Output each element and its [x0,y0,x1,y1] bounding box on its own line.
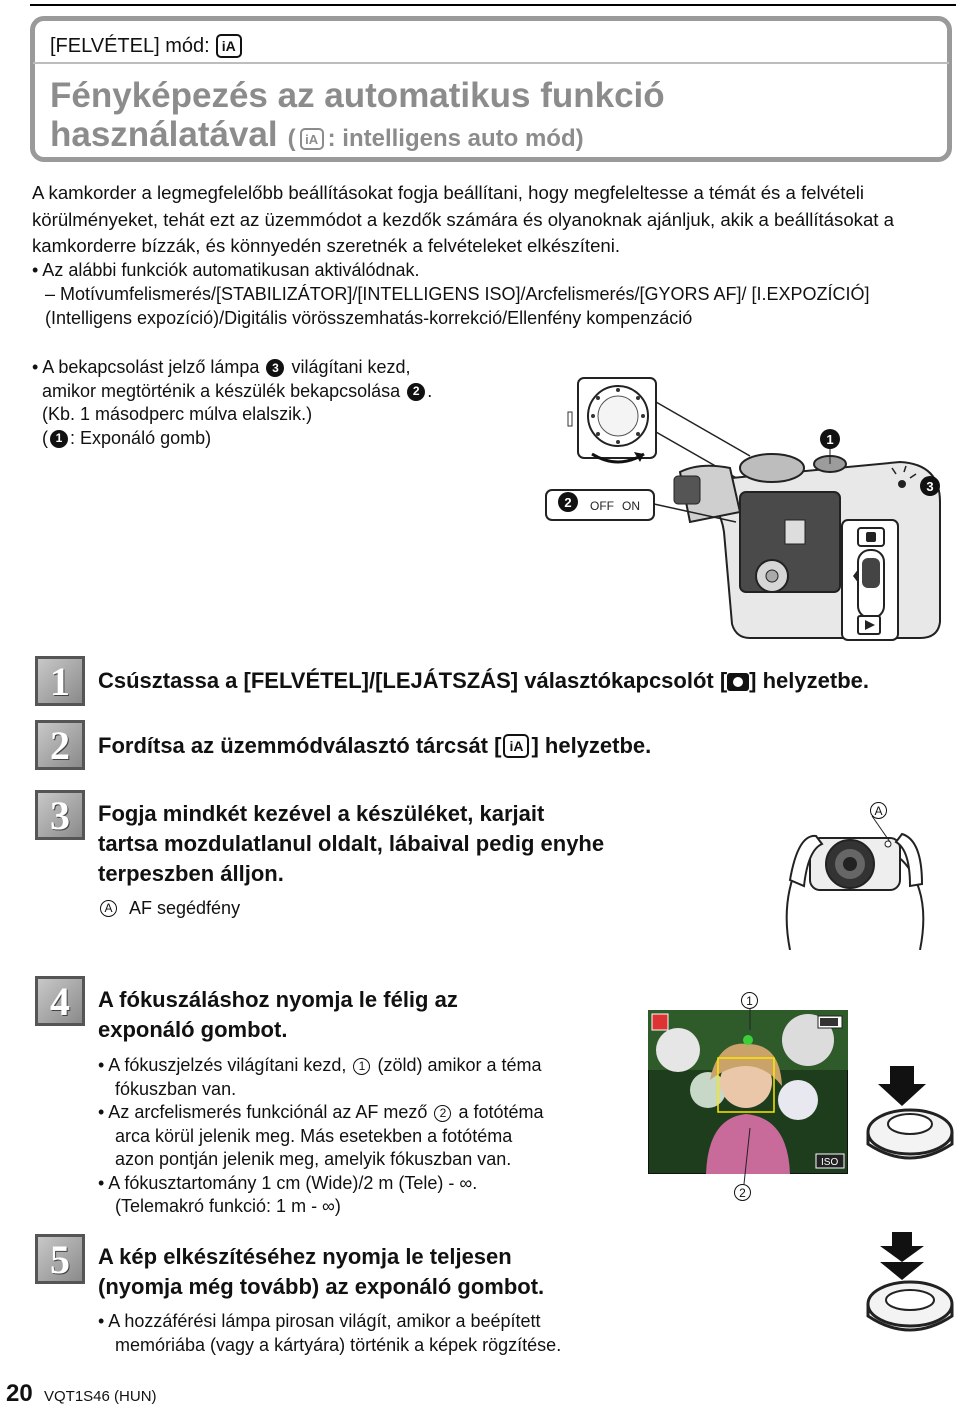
camera-mode-icon [727,673,749,691]
step-3-text: Fogja mindkét kezével a készüléket, karjait tartsa mozdulatlanul oldalt, lábaival pedig enyhe terpeszben álljon. [98,801,605,886]
power-switch-on-label: ON [622,499,640,513]
shutter-half-press-icon [862,1062,958,1162]
camera-top-illustration [540,372,960,644]
figure-label-2: 2 [556,492,580,512]
page-subtitle: ( iA : intelligens auto mód) [287,125,584,152]
figure-label-3: 3 [918,476,942,496]
shutter-full-press-icon [862,1228,958,1334]
mode-label: [FELVÉTEL] mód: [50,34,210,57]
step-4-bullets: • A fókuszjelzés világítani kezd, 1 (zöld) amikor a téma fókuszban van. • Az arcfelismerés funkciónál az AF mező 2 a fotótéma arca körül jelenik meg. Más esetekben a fotótéma azon pontján jelenik meg, amelyik fókuszban van. • A fókusztartomány 1 cm (Wide)/2 m (Tele) - ∞. (Telemakró funkció: 1 m - ∞) [98,1055,544,1216]
holding-camera-illustration [760,800,950,950]
leader-lines [742,1008,762,1188]
mode-line [50,34,242,58]
intelligent-auto-icon: iA [503,734,529,758]
top-rule [30,4,956,6]
header-separator [33,62,949,64]
marker-1-icon: 1 [353,1058,370,1075]
page-number: 20 [6,1380,33,1407]
page-title-line1: Fényképezés az automatikus funkció [50,76,665,115]
intelligent-auto-icon: iA [300,128,324,150]
step-number-4: 4 [35,976,85,1026]
intelligent-auto-icon: iA [216,34,242,58]
step-number-2: 2 [35,720,85,770]
figure-label-1: 1 [818,429,842,449]
step-4-text: A fókuszáláshoz nyomja le félig az exponáló gombot. [98,987,458,1042]
figure-label-2: 2 [732,1184,753,1202]
page-title-line2: használatával ( iA : intelligens auto mód) [50,115,584,154]
step-number-3: 3 [35,790,85,840]
step-5-bullets: • A hozzáférési lámpa pirosan világít, amikor a beépített memóriába (vagy a kártyára) történik a képek rögzítése. [98,1311,562,1355]
document-code: VQT1S46 (HUN) [44,1388,157,1405]
marker-2-icon: 2 [434,1105,451,1122]
marker-1-icon: 1 [50,430,68,448]
lcd-iso-label: ISO [821,1157,839,1168]
marker-2-icon: 2 [407,383,425,401]
intro-bullet-2: • A bekapcsolást jelző lámpa 3 világítani kezd, amikor megtörténik a készülék bekapcsolása 2 . (Kb. 1 másodperc múlva elalszik.) ( 1 : Exponáló gomb) [32,357,433,448]
step-number-1: 1 [35,656,85,706]
step-5-text: A kép elkészítéséhez nyomja le teljesen (nyomja még tovább) az exponáló gombot. [98,1244,545,1299]
intro-paragraph: A kamkorder a legmegfelelőbb beállításokat fogja beállítani, hogy megfeleltesse a témát és a felvételi körülményeket, tehát ezt az üzemmódot a kezdők számára és olyanoknak ajánljuk, akik a beállításokat a kamkorderre bízzák, és könnyedén szeretnék a felvételeket elkészíteni. [32,182,894,256]
marker-3-icon: 3 [266,359,284,377]
intro-dash-list: – Motívumfelismerés/[STABILIZÁTOR]/[INTELLIGENS ISO]/Arcfelismerés/[GYORS AF]/ [I.EXPOZÍCIÓ] (Intelligens expozíció)/Digitális vörösszemhatás-korrekció/Ellenfény kompenzáció [45,284,870,328]
figure-label-a: A [868,802,889,820]
step-2-text: Fordítsa az üzemmódválasztó tárcsát [ iA ] helyzetbe. [98,733,652,758]
figure-label-1: 1 [739,992,760,1010]
step-number-5: 5 [35,1234,85,1284]
power-switch-off-label: OFF [590,499,614,513]
intro-bullet-1: • Az alábbi funkciók automatikusan aktiválódnak. [32,260,420,280]
marker-a-icon: A [100,900,117,917]
step-3-note: A AF segédfény [98,897,240,921]
step-1-text: Csúsztassa a [FELVÉTEL]/[LEJÁTSZÁS] választókapcsolót [ ] helyzetbe. [98,668,869,693]
